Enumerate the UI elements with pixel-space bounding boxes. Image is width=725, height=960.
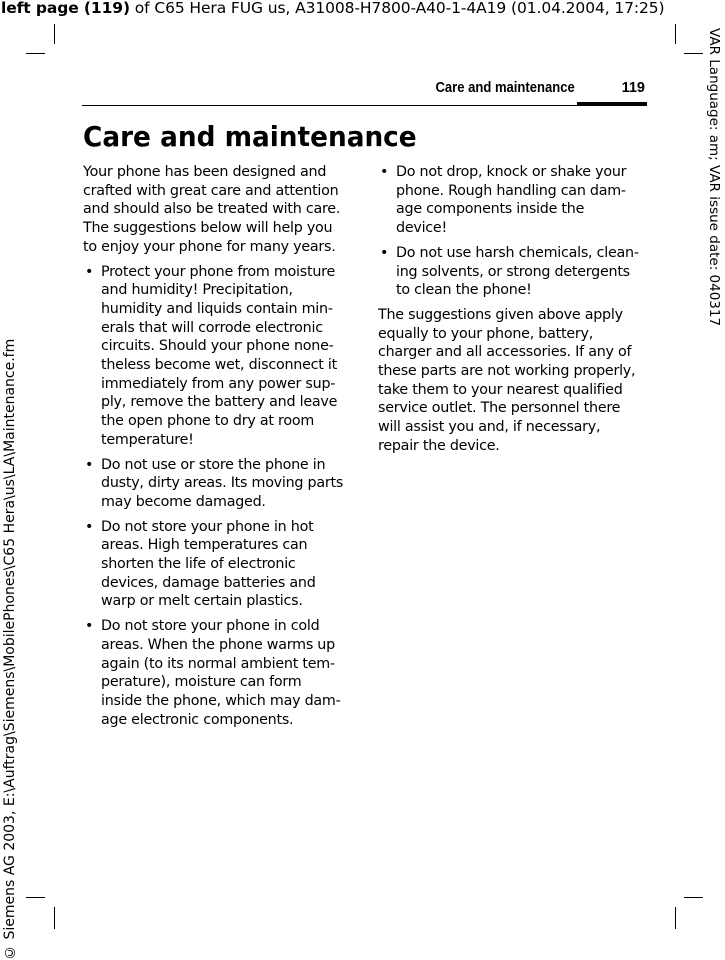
bullet-line: humidity and liquids contain min-	[101, 300, 333, 317]
copyright-path-side-text: © Siemens AG 2003, E:\Auftrag\Siemens\MobilePhones\C65 Hera\us\LA\Maintenance.fm	[2, 338, 18, 960]
bullet-line: and humidity! Precipitation,	[101, 282, 293, 299]
bullet-line: temperature!	[101, 431, 194, 448]
bullet-line: devices, damage batteries and	[101, 574, 316, 591]
closing-line: equally to your phone, battery,	[378, 325, 594, 342]
bullet-moisture	[83, 263, 353, 450]
closing-line: service outlet. The personnel there	[378, 400, 621, 417]
print-metadata-line	[1, 0, 665, 18]
bullet-line: shorten the life of electronic	[101, 556, 296, 573]
intro-line: Your phone has been designed and	[83, 164, 327, 180]
intro-paragraph	[83, 163, 353, 257]
bullet-line: ply, remove the battery and leave	[101, 394, 338, 411]
bullet-line: areas. High temperatures can	[101, 537, 308, 554]
bullet-line: the open phone to dry at room	[101, 413, 315, 430]
bullet-marker: •	[380, 244, 389, 261]
bullet-line: inside the phone, which may dam-	[101, 692, 341, 709]
bullet-line: Protect your phone from moisture	[101, 263, 336, 280]
bullet-dust	[83, 456, 353, 512]
chapter-title: Care and maintenance	[83, 120, 417, 153]
closing-line: charger and all accessories. If any of	[378, 344, 632, 361]
left-column	[83, 163, 353, 735]
language-issue-side-text: VAR Language: am; VAR issue date: 040317	[706, 28, 722, 327]
closing-line: take them to your nearest qualified	[378, 381, 623, 398]
bullet-line: erals that will corrode electronic	[101, 319, 323, 336]
bullet-line: to clean the phone!	[396, 282, 532, 299]
bullet-line: Do not use or store the phone in	[101, 456, 326, 473]
bullet-line: Do not drop, knock or shake your	[396, 164, 627, 180]
bullet-marker: •	[85, 618, 94, 635]
bullet-line: dusty, dirty areas. Its moving parts	[101, 475, 344, 492]
running-head-title: Care and maintenance	[435, 80, 575, 96]
crop-mark-br-h	[684, 897, 703, 898]
crop-mark-tl-v	[54, 24, 55, 44]
bullet-line: Do not store your phone in cold	[101, 618, 320, 635]
closing-line: repair the device.	[378, 437, 500, 454]
bullet-line: Do not store your phone in hot	[101, 518, 314, 535]
crop-mark-br-v	[675, 907, 676, 929]
bullet-line: perature), moisture can form	[101, 674, 302, 691]
closing-line: will assist you and, if necessary,	[378, 419, 601, 436]
closing-line: The suggestions given above apply	[378, 306, 623, 323]
right-column	[378, 163, 646, 462]
bullet-line: ing solvents, or strong detergents	[396, 263, 630, 280]
intro-line: crafted with great care and attention	[83, 182, 339, 199]
bullet-marker: •	[85, 518, 94, 535]
bullet-chemicals	[378, 244, 646, 300]
crop-mark-bl-v	[54, 907, 55, 929]
crop-mark-tr-v	[675, 24, 676, 44]
bullet-line: phone. Rough handling can dam-	[396, 182, 626, 199]
bullet-line: device!	[396, 220, 447, 237]
bullet-cold	[83, 617, 353, 729]
bullet-line: immediately from any power sup-	[101, 375, 336, 392]
bullet-drop	[378, 163, 646, 238]
intro-line: The suggestions below will help you	[83, 220, 333, 237]
bullet-line: warp or melt certain plastics.	[101, 593, 303, 610]
bullet-marker: •	[380, 164, 389, 180]
bullet-line: may become damaged.	[101, 493, 266, 510]
crop-mark-bl-h	[26, 897, 45, 898]
bullet-marker: •	[85, 456, 94, 473]
print-metadata-lead: left page (119)	[1, 0, 130, 17]
closing-line: these parts are not working properly,	[378, 363, 636, 380]
intro-line: to enjoy your phone for many years.	[83, 238, 336, 255]
bullet-line: age components inside the	[396, 201, 585, 218]
intro-line: and should also be treated with care.	[83, 201, 341, 218]
crop-mark-tl-h	[26, 53, 45, 54]
header-rule	[82, 105, 647, 106]
running-head	[82, 78, 647, 106]
print-metadata-rest: of C65 Hera FUG us, A31008-H7800-A40-1-4A19 (01.04.2004, 17:25)	[129, 0, 665, 17]
bullet-marker: •	[85, 263, 94, 280]
bullet-line: theless become wet, disconnect it	[101, 357, 337, 374]
bullet-line: age electronic components.	[101, 711, 294, 728]
crop-mark-tr-h	[684, 53, 703, 54]
bullet-line: areas. When the phone warms up	[101, 636, 335, 653]
bullet-line: circuits. Should your phone none-	[101, 338, 334, 355]
page-number: 119	[621, 80, 645, 96]
bullet-line: Do not use harsh chemicals, clean-	[396, 244, 639, 261]
bullet-heat	[83, 518, 353, 612]
bullet-line: again (to its normal ambient tem-	[101, 655, 335, 672]
closing-paragraph	[378, 306, 646, 456]
